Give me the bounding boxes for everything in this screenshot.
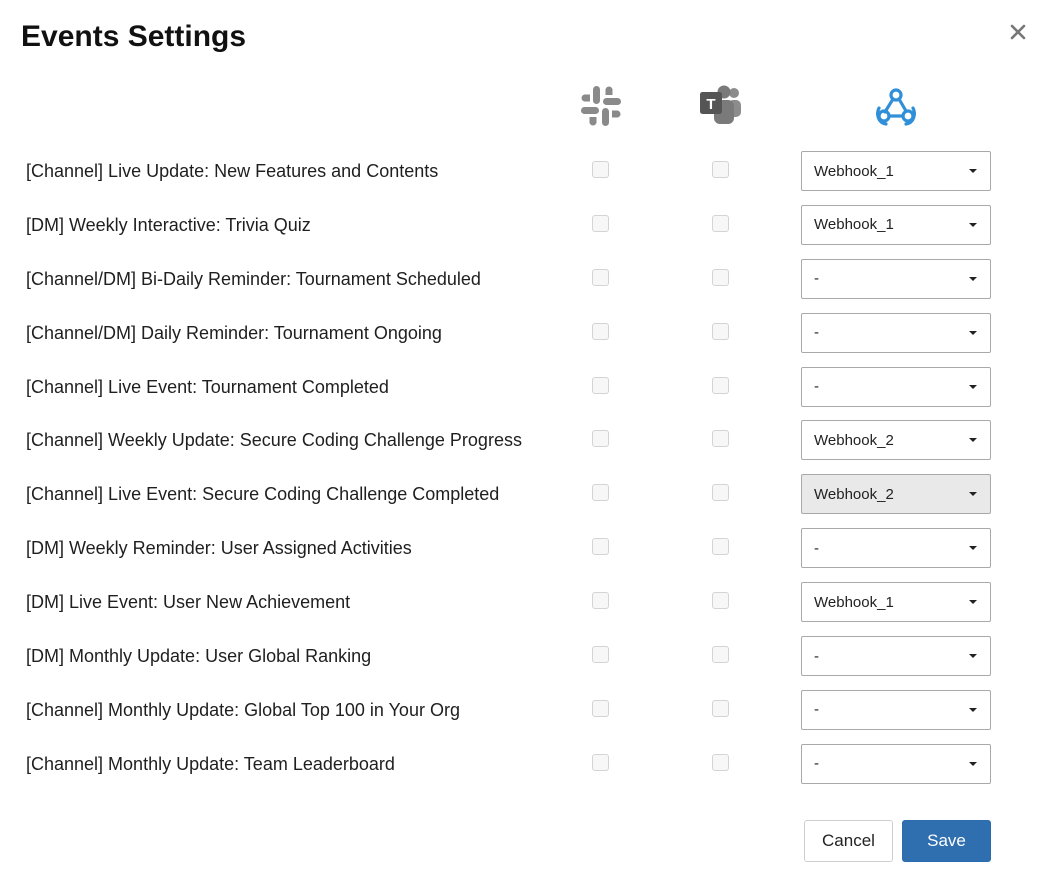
- slack-checkbox[interactable]: [592, 269, 609, 286]
- caret-down-icon: [969, 331, 977, 335]
- caret-down-icon: [969, 654, 977, 658]
- webhook-select[interactable]: [801, 205, 991, 245]
- teams-checkbox[interactable]: [712, 592, 729, 609]
- webhook-select-value: Webhook_1: [814, 216, 894, 234]
- caret-down-icon: [969, 600, 977, 604]
- event-label: [Channel/DM] Bi-Daily Reminder: Tournament Scheduled: [26, 268, 481, 289]
- slack-checkbox[interactable]: [592, 646, 609, 663]
- webhook-select-value: Webhook_1: [814, 162, 894, 180]
- webhook-select-value: -: [814, 378, 819, 396]
- webhook-select-value: Webhook_2: [814, 431, 894, 449]
- close-icon: [1010, 24, 1026, 40]
- caret-down-icon: [969, 492, 977, 496]
- webhook-column-header: [874, 84, 918, 128]
- webhook-select-value: -: [814, 701, 819, 719]
- webhook-select[interactable]: [801, 313, 991, 353]
- slack-checkbox[interactable]: [592, 538, 609, 555]
- teams-checkbox[interactable]: [712, 646, 729, 663]
- slack-column-header: [579, 84, 623, 128]
- webhook-icon: [874, 84, 918, 128]
- caret-down-icon: [969, 546, 977, 550]
- microsoft-teams-icon: [698, 84, 742, 128]
- webhook-select-value: -: [814, 755, 819, 773]
- event-row: [0, 521, 1040, 575]
- webhook-select[interactable]: [801, 259, 991, 299]
- slack-checkbox[interactable]: [592, 484, 609, 501]
- event-label: [Channel/DM] Daily Reminder: Tournament Ongoing: [26, 322, 442, 343]
- teams-column-header: [698, 84, 742, 128]
- caret-down-icon: [969, 762, 977, 766]
- teams-checkbox[interactable]: [712, 484, 729, 501]
- teams-checkbox[interactable]: [712, 215, 729, 232]
- teams-checkbox[interactable]: [712, 269, 729, 286]
- webhook-select-value: -: [814, 539, 819, 557]
- cancel-button[interactable]: Cancel: [804, 820, 893, 862]
- save-button[interactable]: Save: [902, 820, 991, 862]
- event-row: [0, 252, 1040, 306]
- close-button[interactable]: [1004, 18, 1032, 46]
- event-row: [0, 683, 1040, 737]
- event-row: [0, 198, 1040, 252]
- event-row: [0, 575, 1040, 629]
- event-label: [DM] Weekly Reminder: User Assigned Activities: [26, 538, 412, 559]
- event-row: [0, 467, 1040, 521]
- webhook-select-value: Webhook_2: [814, 485, 894, 503]
- event-label: [Channel] Monthly Update: Global Top 100 in Your Org: [26, 699, 460, 720]
- webhook-select-value: -: [814, 324, 819, 342]
- webhook-select[interactable]: [801, 582, 991, 622]
- teams-letter: T: [706, 96, 716, 113]
- webhook-select[interactable]: [801, 690, 991, 730]
- events-table: [0, 144, 1040, 791]
- webhook-select[interactable]: [801, 151, 991, 191]
- webhook-select[interactable]: [801, 420, 991, 460]
- teams-checkbox[interactable]: [712, 430, 729, 447]
- event-label: [Channel] Monthly Update: Team Leaderboard: [26, 753, 395, 774]
- slack-checkbox[interactable]: [592, 754, 609, 771]
- slack-checkbox[interactable]: [592, 700, 609, 717]
- slack-checkbox[interactable]: [592, 161, 609, 178]
- event-row: [0, 360, 1040, 414]
- slack-checkbox[interactable]: [592, 323, 609, 340]
- caret-down-icon: [969, 223, 977, 227]
- event-label: [Channel] Live Event: Tournament Completed: [26, 376, 389, 397]
- event-row: [0, 306, 1040, 360]
- teams-checkbox[interactable]: [712, 538, 729, 555]
- webhook-select[interactable]: [801, 528, 991, 568]
- caret-down-icon: [969, 169, 977, 173]
- webhook-select-value: -: [814, 270, 819, 288]
- teams-checkbox[interactable]: [712, 754, 729, 771]
- webhook-select[interactable]: [801, 474, 991, 514]
- webhook-select[interactable]: [801, 636, 991, 676]
- caret-down-icon: [969, 438, 977, 442]
- webhook-select-value: -: [814, 647, 819, 665]
- event-label: [DM] Live Event: User New Achievement: [26, 592, 351, 613]
- caret-down-icon: [969, 385, 977, 389]
- event-label: [DM] Weekly Interactive: Trivia Quiz: [26, 214, 311, 235]
- teams-checkbox[interactable]: [712, 377, 729, 394]
- event-label: [Channel] Live Update: New Features and Contents: [26, 161, 439, 181]
- event-row: [0, 629, 1040, 683]
- event-label: [DM] Monthly Update: User Global Ranking: [26, 646, 372, 667]
- event-label: [Channel] Weekly Update: Secure Coding Challenge Progress: [26, 430, 522, 451]
- webhook-select[interactable]: [801, 367, 991, 407]
- webhook-select[interactable]: [801, 744, 991, 784]
- event-row: [0, 737, 1040, 791]
- teams-checkbox[interactable]: [712, 700, 729, 717]
- event-row: [0, 413, 1040, 467]
- slack-checkbox[interactable]: [592, 215, 609, 232]
- teams-checkbox[interactable]: [712, 161, 729, 178]
- slack-icon: [579, 84, 623, 128]
- event-label: [Channel] Live Event: Secure Coding Challenge Completed: [26, 484, 500, 505]
- webhook-select-value: Webhook_1: [814, 593, 894, 611]
- slack-checkbox[interactable]: [592, 430, 609, 447]
- dialog-title: Events Settings: [21, 20, 247, 53]
- caret-down-icon: [969, 277, 977, 281]
- event-row: [0, 144, 1040, 198]
- teams-checkbox[interactable]: [712, 323, 729, 340]
- slack-checkbox[interactable]: [592, 592, 609, 609]
- slack-checkbox[interactable]: [592, 377, 609, 394]
- caret-down-icon: [969, 708, 977, 712]
